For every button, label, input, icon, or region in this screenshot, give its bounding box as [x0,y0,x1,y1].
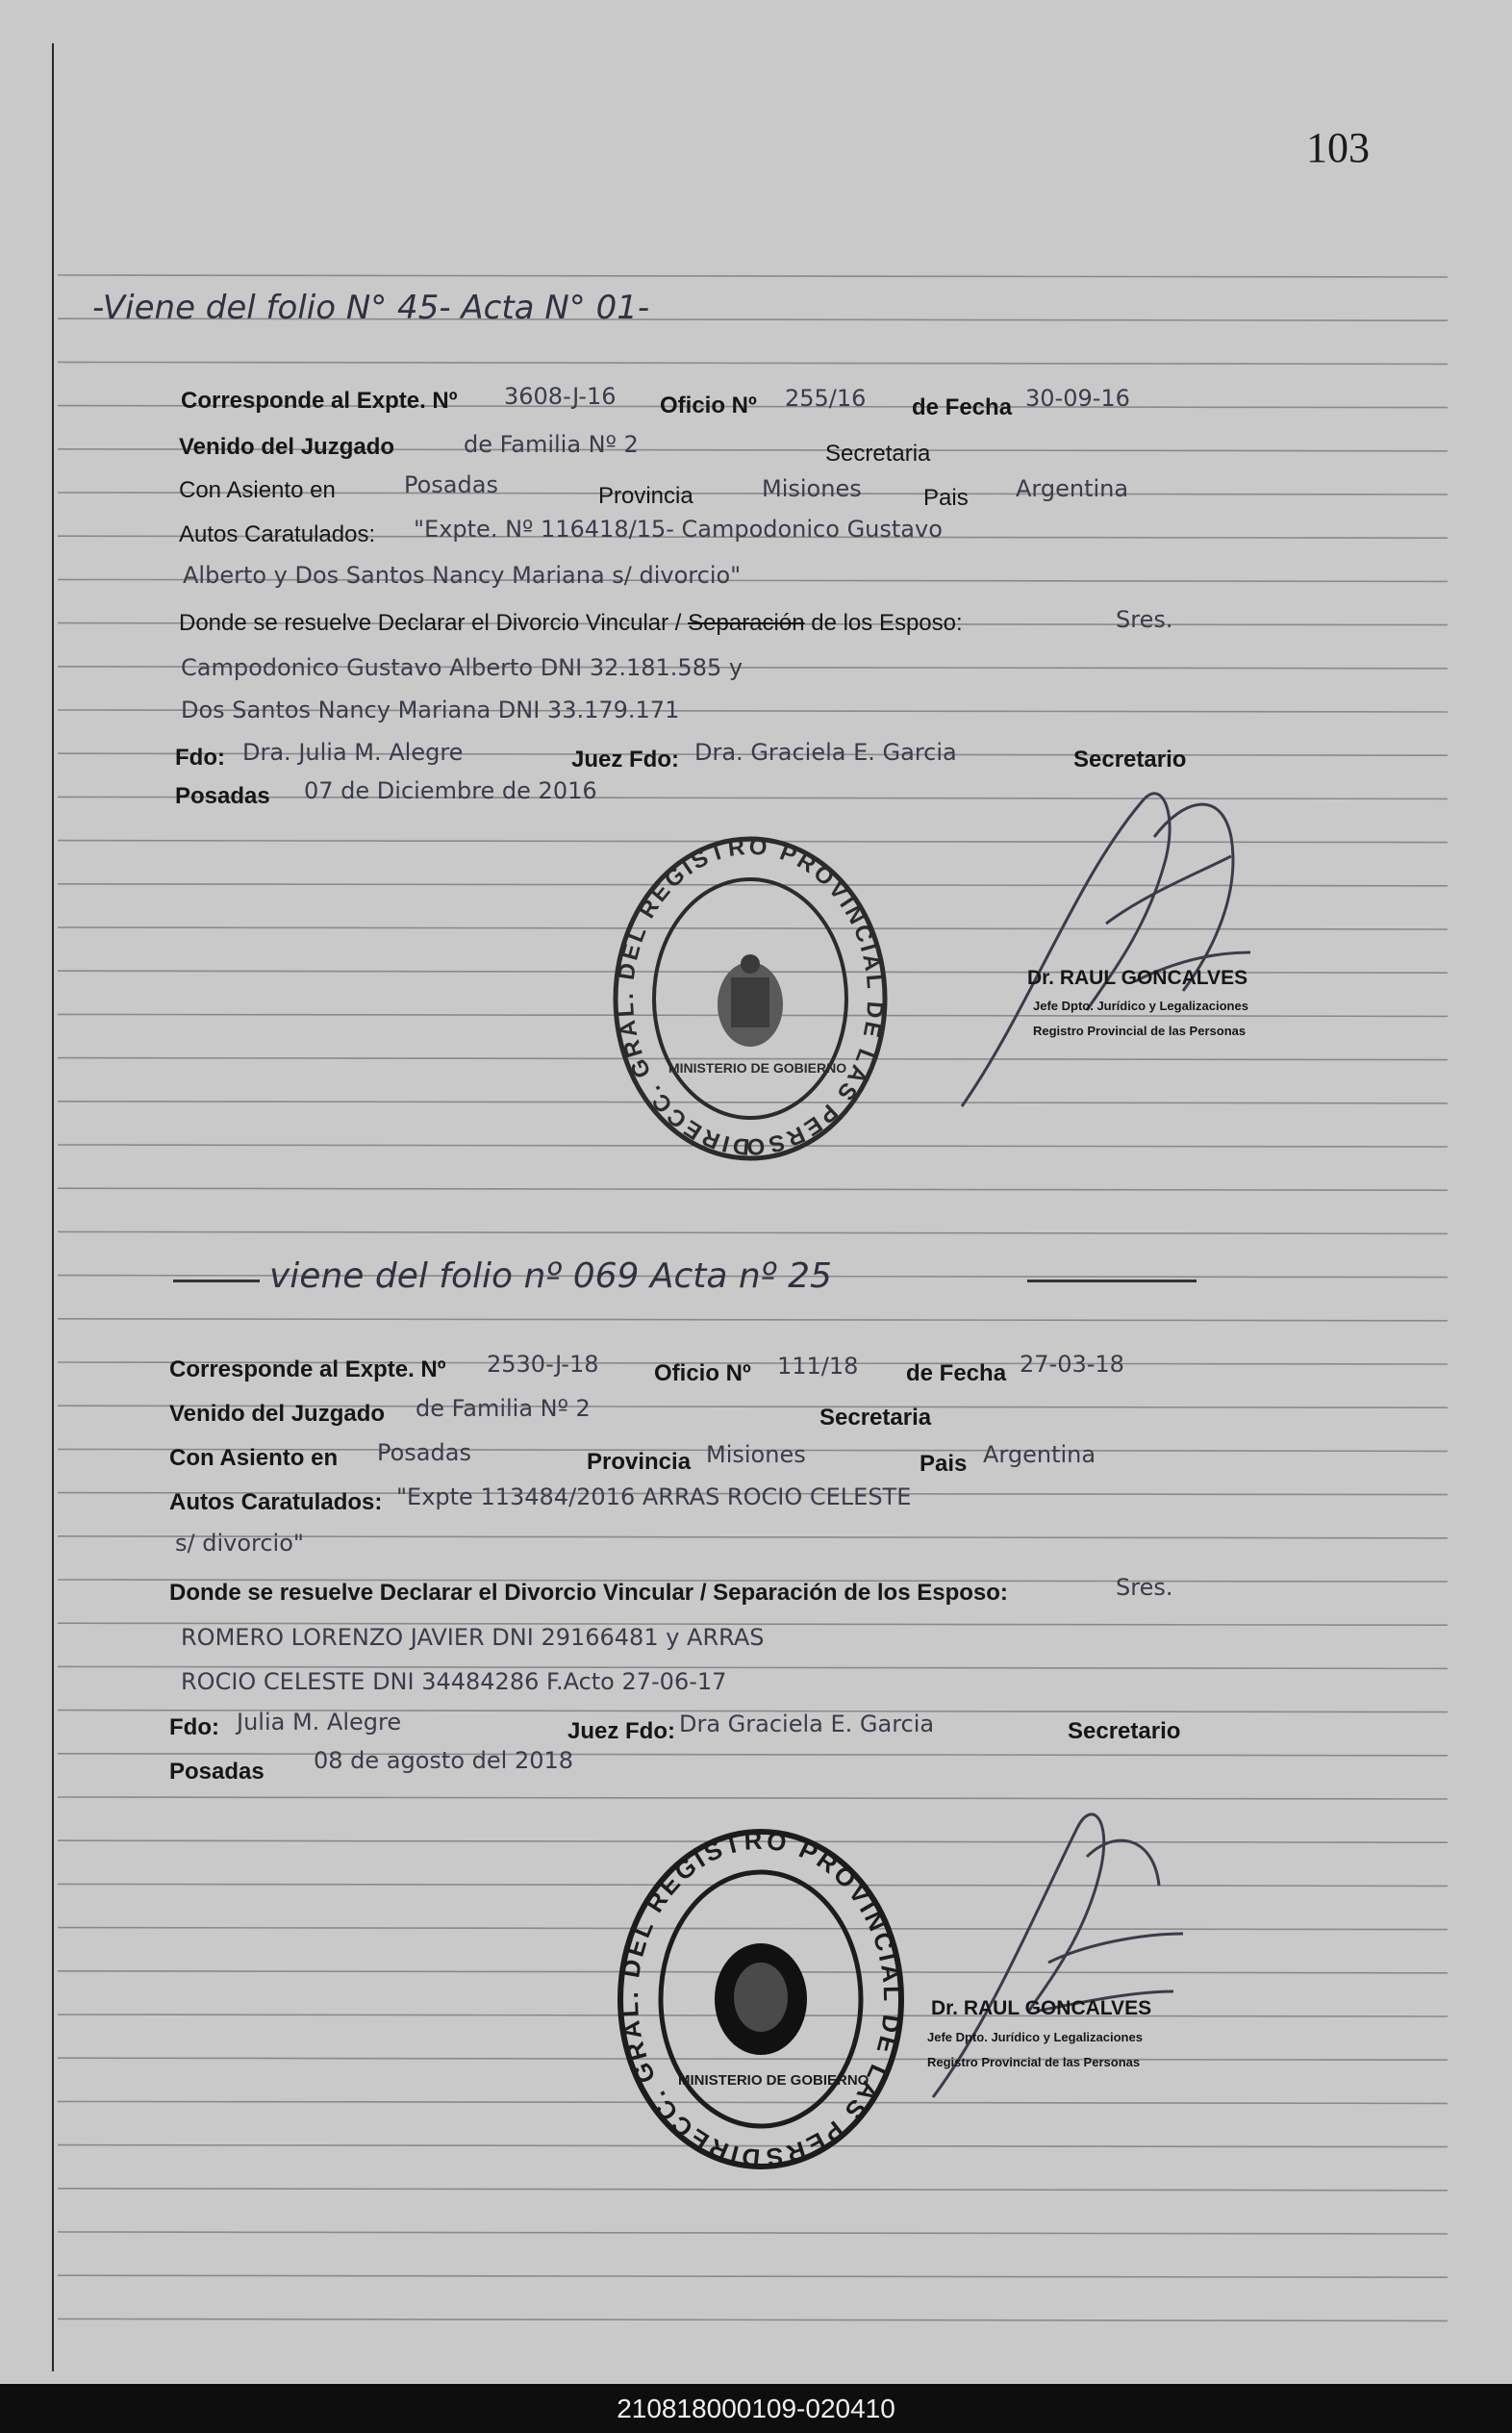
entry-2-provincia-label: Provincia [587,1449,692,1475]
entry-2-esposo-1: ROMERO LORENZO JAVIER DNI 29166481 y ARRAS [181,1624,765,1651]
entry-2-fdo-label: Fdo: [169,1714,219,1740]
entry-2-fecha-value: 27-03-18 [1020,1351,1124,1378]
entry-2-header: viene del folio nº 069 Acta nº 25 [269,1256,832,1296]
entry-1-secretaria-label: Secretaria [825,441,931,467]
entry-2-pais-value: Argentina [983,1441,1096,1468]
entry-1-provincia-label: Provincia [598,483,693,509]
entry-1-autos-value-2: Alberto y Dos Santos Nancy Mariana s/ divorcio" [183,562,742,589]
entry-2-pais-label: Pais [920,1451,968,1477]
entry-1-donde-label-strike: Separación [688,610,805,636]
entry-2-secretaria-label: Secretaria [819,1405,932,1431]
entry-1-fecha-label: de Fecha [912,394,1013,420]
entry-1-juez-value: Dra. Graciela E. Garcia [694,739,957,766]
margin-line [52,43,54,2371]
ruled-line [58,2275,1448,2277]
entry-2-asiento-label: Con Asiento en [169,1445,339,1471]
entry-1-signature-line2: Registro Provincial de las Personas [1033,1024,1247,1038]
entry-1-juez-label: Juez Fdo: [571,747,679,773]
entry-1-stamp-graphic [611,833,890,1164]
entry-1-oficio-value: 255/16 [785,385,867,412]
entry-2-autos-value-1: "Expte 113484/2016 ARRAS ROCIO CELESTE [396,1483,912,1510]
entry-1-provincia-value: Misiones [762,475,862,502]
entry-2-posadas-value: 08 de agosto del 2018 [314,1747,574,1774]
entry-2-signature-name: Dr. RAUL GONCALVES [931,1997,1152,2019]
entry-2-asiento-value: Posadas [377,1439,471,1466]
entry-2-autos-label: Autos Caratulados: [169,1489,383,1515]
ruled-line [58,2232,1448,2234]
ruled-line [58,275,1448,277]
entry-2-stamp [617,1826,905,2172]
page-number: 103 [1306,124,1370,171]
entry-2-autos-value-2: s/ divorcio" [175,1530,304,1557]
entry-2-fecha-label: de Fecha [906,1360,1007,1386]
entry-2-esposo-2: ROCIO CELESTE DNI 34484286 F.Acto 27-06-17 [181,1668,727,1695]
entry-2-posadas-label: Posadas [169,1759,265,1785]
entry-2-donde-value: Sres. [1116,1574,1173,1601]
entry-1-pais-label: Pais [923,485,969,511]
entry-1-oficio-label: Oficio Nº [660,393,757,418]
entry-1-donde-label [179,610,963,637]
entry-1-expte-label: Corresponde al Expte. Nº [181,388,458,414]
entry-1-header: -Viene del folio N° 45- Acta N° 01- [92,289,650,327]
coat-of-arms-icon [718,954,783,1047]
entry-1-asiento-label: Con Asiento en [179,477,336,503]
ruled-line [58,1754,1448,1756]
entry-2-signature-line1: Jefe Dpto. Jurídico y Legalizaciones [927,2030,1143,2044]
ruled-line [58,1319,1448,1321]
entry-1-posadas-value: 07 de Diciembre de 2016 [304,777,597,804]
entry-2-fdo-value: Julia M. Alegre [237,1709,402,1736]
entry-2-oficio-label: Oficio Nº [654,1360,751,1386]
entry-2-expte-value: 2530-J-18 [487,1351,599,1378]
entry-2-juez-label: Juez Fdo: [567,1718,675,1744]
entry-1-secretario-label: Secretario [1073,747,1187,773]
ruled-line [58,1797,1448,1799]
ruled-line [58,2319,1448,2320]
entry-2-signature-line2: Registro Provincial de las Personas [927,2055,1141,2069]
ruled-line [58,1188,1448,1190]
entry-1-donde-label-b: de los Esposo: [811,610,963,636]
ruled-line [58,1231,1448,1233]
entry-1-autos-value-1: "Expte. Nº 116418/15- Campodonico Gustavo [414,516,943,543]
entry-1-pais-value: Argentina [1016,475,1129,502]
entry-2-provincia-value: Misiones [706,1441,806,1468]
entry-1-esposo-2: Dos Santos Nancy Mariana DNI 33.179.171 [181,697,680,723]
ruled-line [58,2189,1448,2191]
entry-1-donde-label-a: Donde se resuelve Declarar el Divorcio Vincular / [179,610,682,636]
entry-2-header-rule-left [173,1280,260,1282]
entry-2-venido-value: de Familia Nº 2 [416,1395,591,1422]
entry-1-stamp-inner-text: MINISTERIO DE GOBIERNO [668,1060,847,1076]
entry-1-venido-label: Venido del Juzgado [179,434,395,460]
entry-1-posadas-label: Posadas [175,783,270,809]
entry-2-expte-label: Corresponde al Expte. Nº [169,1356,446,1382]
entry-1-donde-value: Sres. [1116,606,1173,633]
entry-1-autos-label: Autos Caratulados: [179,521,376,547]
entry-1-expte-value: 3608-J-16 [504,383,617,410]
entry-1-signature-name: Dr. RAUL GONCALVES [1027,967,1248,989]
scan-footer-id: 210818000109-020410 [0,2384,1512,2433]
entry-2-stamp-graphic [617,1826,905,2172]
entry-2-secretario-label: Secretario [1068,1718,1181,1744]
entry-2-donde-label: Donde se resuelve Declarar el Divorcio Vincular / Separación de los Esposo: [169,1580,1008,1606]
entry-2-header-rule-right [1027,1280,1197,1282]
entry-1-venido-value: de Familia Nº 2 [464,431,639,458]
entry-1-asiento-value: Posadas [404,471,498,498]
entry-1-signature-line1: Jefe Dpto. Jurídico y Legalizaciones [1033,999,1248,1013]
entry-2-juez-value: Dra Graciela E. Garcia [679,1711,935,1737]
entry-2-stamp-ring-text: DIRECC. GRAL. DEL REGISTRO PROVINCIAL DE LAS PERS [617,1826,905,2172]
entry-1-stamp-ring-text: DIRECC. GRAL. DEL REGISTRO PROVINCIAL DE LAS PERSO [612,833,889,1160]
entry-1-fdo-label: Fdo: [175,745,225,771]
entry-1-signature-scribble [943,760,1270,1126]
entry-2-venido-label: Venido del Juzgado [169,1401,386,1427]
entry-1-fdo-value: Dra. Julia M. Alegre [242,739,464,766]
entry-1-stamp [611,833,890,1164]
entry-2-stamp-inner-text: MINISTERIO DE GOBIERNO [678,2072,869,2089]
ruled-line [58,362,1448,364]
entry-2-oficio-value: 111/18 [777,1353,859,1380]
entry-1-esposo-1: Campodonico Gustavo Alberto DNI 32.181.585 y [181,654,743,681]
coat-of-arms-icon [715,1943,807,2055]
entry-1-fecha-value: 30-09-16 [1025,385,1130,412]
